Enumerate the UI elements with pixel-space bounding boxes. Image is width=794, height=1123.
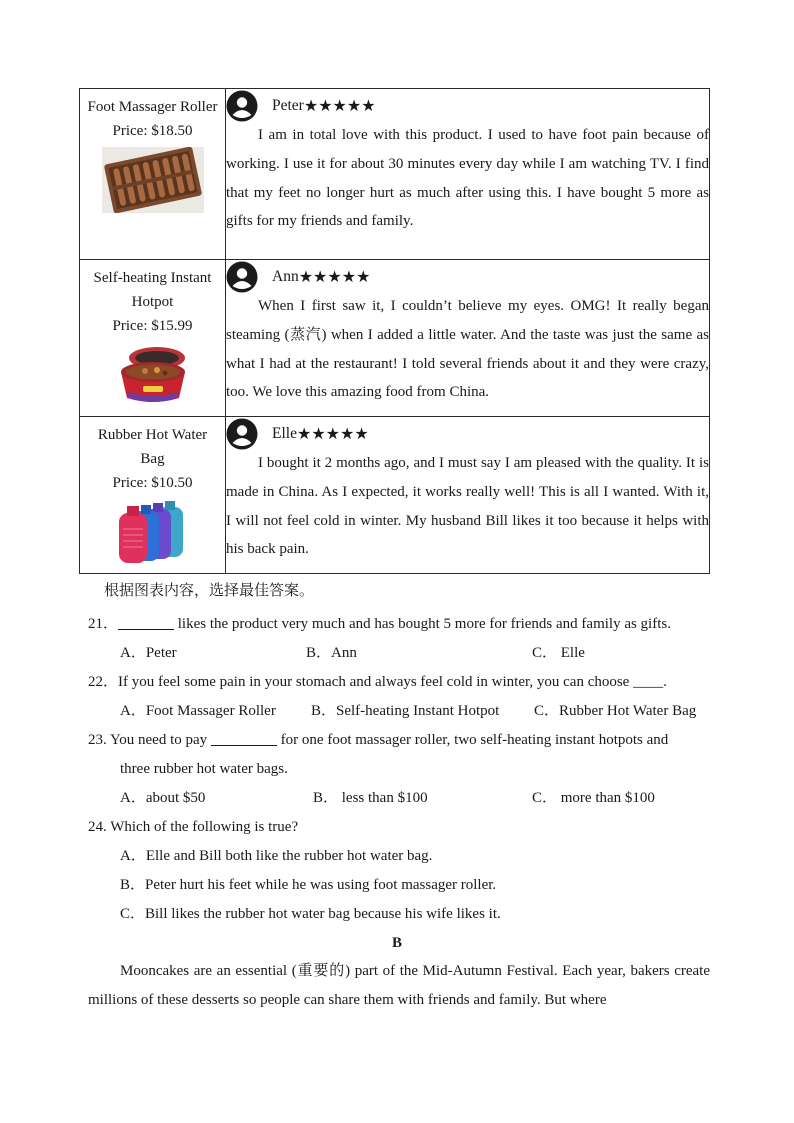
review-header (226, 260, 709, 294)
hotpot-image (113, 342, 193, 406)
reviewer-name: Ann (272, 268, 299, 285)
star-rating: ★★★★★ (298, 269, 371, 286)
product-name: Rubber Hot Water Bag (97, 427, 208, 467)
review-cell (226, 260, 710, 417)
option-a: A．Foot Massager Roller (120, 703, 276, 719)
option-c: C． more than $100 (532, 790, 655, 806)
section-heading: B (391, 935, 402, 951)
hot-water-bag-image (111, 499, 195, 565)
option-b: B．Peter hurt his feet while he was using foot massager roller. (120, 877, 497, 893)
user-avatar-icon (226, 261, 258, 293)
product-price: Price: $10.50 (112, 475, 193, 491)
review-header (226, 89, 709, 123)
question-number: 21． (88, 616, 119, 632)
passage-paragraph: Mooncakes are an essential (重要的) part of the Mid-Autumn Festival. Each year, bakers create millions of these desserts so people can share them with friends and family. But where (88, 963, 710, 1008)
question-21 (88, 610, 710, 639)
reviewer-name: Peter (272, 97, 304, 114)
option-c: C．Rubber Hot Water Bag (534, 703, 697, 719)
reviewer-name: Elle (272, 425, 297, 442)
option-a: A．Elle and Bill both like the rubber hot water bag. (120, 848, 433, 864)
answer-blank (211, 729, 277, 746)
user-avatar-icon (226, 90, 258, 122)
option-b: B． less than $100 (313, 790, 428, 806)
review-cell (226, 89, 710, 260)
question-text: If you feel some pain in your stomach and always feel cold in winter, you can choose ____. (118, 674, 667, 690)
option-c: C．Bill likes the rubber hot water bag because his wife likes it. (120, 906, 501, 922)
review-header (226, 417, 709, 451)
question-number: 23. (88, 732, 107, 748)
product-name: Foot Massager Roller (87, 99, 218, 115)
review-text: When I first saw it, I couldn’t believe my eyes. OMG! It really began steaming (蒸汽) when I added a little water. And the taste was just the same as what I had at the restaurant! I told several friends about it and they were crazy, too. We love this amazing food from China. (226, 298, 709, 401)
foot-massager-image (102, 147, 204, 213)
option-b: B．Self-heating Instant Hotpot (311, 703, 500, 719)
product-row (80, 260, 710, 417)
question-24 (88, 813, 710, 842)
answer-blank (118, 613, 174, 630)
product-name: Self-heating Instant Hotpot (93, 270, 212, 310)
product-cell (80, 260, 226, 417)
question-23 (88, 726, 710, 755)
review-cell (226, 417, 710, 574)
product-price: Price: $18.50 (112, 123, 193, 139)
option-a: A．Peter (120, 645, 177, 661)
product-row (80, 417, 710, 574)
question-text-continued: three rubber hot water bags. (120, 761, 288, 777)
user-avatar-icon (226, 418, 258, 450)
product-price: Price: $15.99 (112, 318, 193, 334)
product-cell (80, 89, 226, 260)
review-text: I am in total love with this product. I used to have foot pain because of working. I use it for about 30 minutes every day while I am watching TV. I find that my feet no longer hurt as much after using this. I have bought 5 more as gifts for my friends and family. (226, 127, 709, 230)
product-cell (80, 417, 226, 574)
question-text: likes the product very much and has bought 5 more for friends and family as gifts. (174, 616, 671, 632)
question-text: for one foot massager roller, two self-heating instant hotpots and (276, 732, 669, 748)
review-text: I bought it 2 months ago, and I must say I am pleased with the quality. It is made in China. As I expected, it works really well! This is all I wanted. With it, I will not feel cold in winter. My husband Bill likes it too because it helps with his back pain. (226, 455, 709, 558)
instruction-text: 根据图表内容，选择最佳答案。 (104, 583, 315, 599)
question-text: Which of the following is true? (106, 819, 299, 835)
star-rating: ★★★★★ (296, 426, 369, 443)
question-number: 22． (88, 674, 119, 690)
star-rating: ★★★★★ (303, 98, 376, 115)
product-review-table (79, 88, 710, 574)
product-row (80, 89, 710, 260)
option-c: C． Elle (532, 645, 585, 661)
question-text: You need to pay (106, 732, 211, 748)
option-a: A．about $50 (120, 790, 206, 806)
question-number: 24. (88, 819, 107, 835)
option-b: B．Ann (306, 645, 357, 661)
question-22 (88, 668, 710, 697)
